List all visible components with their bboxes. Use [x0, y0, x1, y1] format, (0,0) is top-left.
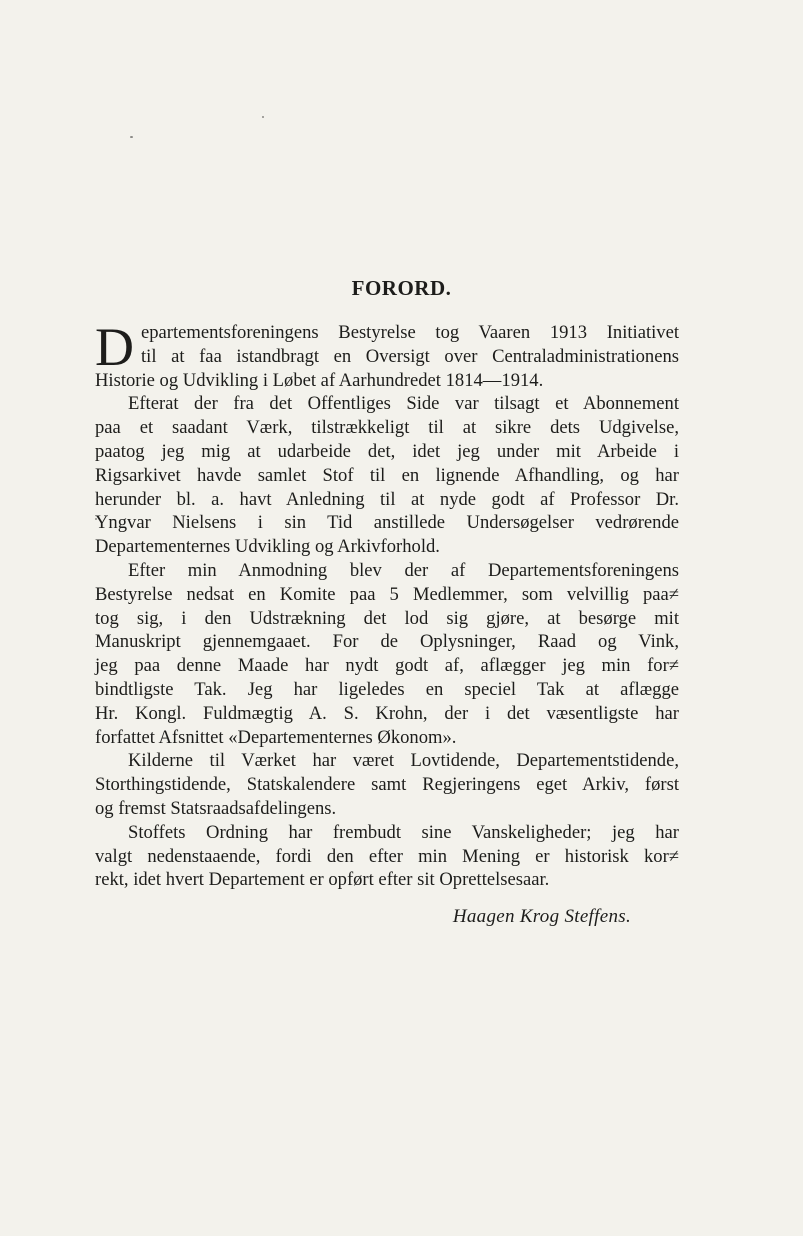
text-line: Stoffets Ordning har frembudt sine Vanskeligheder; jeg har [128, 821, 679, 843]
text-line: bindtligste Tak. Jeg har ligeledes en speciel Tak at aflægge [95, 678, 679, 700]
text-line: rekt, idet hvert Departement er opført efter sit Oprettelsesaar. [95, 869, 550, 891]
text-line: Efterat der fra det Offentliges Side var tilsagt et Abonnement [128, 393, 679, 415]
page-title: FORORD. [351, 276, 452, 300]
drop-cap: D [95, 317, 134, 377]
text-line: Departementernes Udvikling og Arkivforhold. [95, 536, 440, 558]
page-speck [262, 116, 264, 118]
text-line: Rigsarkivet havde samlet Stof til en lignende Afhandling, og har [95, 464, 679, 486]
author-signature: Haagen Krog Steffens. [452, 906, 631, 927]
text-line: Hr. Kongl. Fuldmægtig A. S. Krohn, der i det væsentligste har [95, 702, 679, 724]
text-line: paatog jeg mig at udarbeide det, idet jeg under mit Arbeide i [95, 440, 679, 462]
text-line: og fremst Statsraadsafdelingens. [95, 797, 337, 819]
text-line: Yngvar Nielsens i sin Tid anstillede Undersøgelser vedrørende [95, 512, 679, 534]
text-line: Efter min Anmodning blev der af Departementsforeningens [128, 559, 679, 581]
text-line: tog sig, i den Udstrækning det lod sig gjøre, at besørge mit [95, 607, 679, 629]
text-line: herunder bl. a. havt Anledning til at nyde godt af Professor Dr. [95, 488, 679, 510]
text-line: Manuskript gjennemgaaet. For de Oplysninger, Raad og Vink, [95, 631, 679, 653]
text-line: Bestyrelse nedsat en Komite paa 5 Medlemmer, som velvillig paa≠ [95, 583, 679, 605]
text-line: til at faa istandbragt en Oversigt over Centraladministrationens [141, 345, 679, 367]
text-line: Historie og Udvikling i Løbet af Aarhundredet 1814—1914. [95, 369, 544, 391]
text-line: Kilderne til Værket har været Lovtidende, Departementstidende, [128, 750, 679, 772]
text-line: valgt nedenstaaende, fordi den efter min Mening er historisk kor≠ [95, 845, 679, 867]
foreword-body [95, 317, 679, 892]
text-line: jeg paa denne Maade har nydt godt af, aflægger jeg min for≠ [95, 655, 679, 677]
text-line: epartementsforeningens Bestyrelse tog Vaaren 1913 Initiativet [141, 322, 679, 343]
page-speck [130, 136, 133, 138]
text-line: forfattet Afsnittet «Departementernes Økonom». [95, 726, 457, 748]
text-line: Storthingstidende, Statskalendere samt Regjeringens eget Arkiv, først [95, 774, 679, 796]
text-line: paa et saadant Værk, tilstrækkeligt til at sikre dets Udgivelse, [95, 417, 679, 439]
